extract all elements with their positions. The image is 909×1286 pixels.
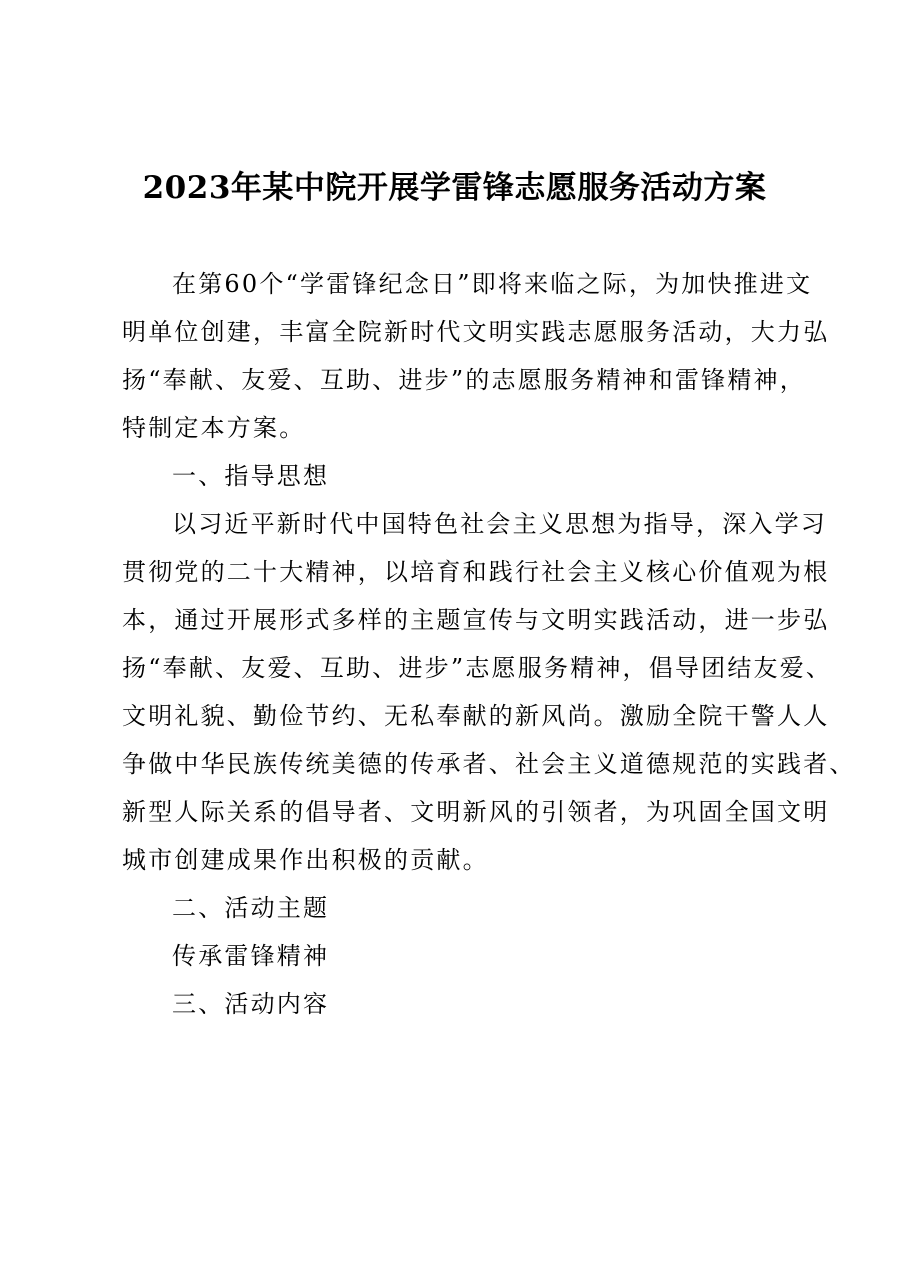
- section-heading: 二、活动主题: [172, 894, 330, 922]
- text-line: 传承雷锋精神: [172, 942, 330, 970]
- section-heading-guiding-thought: [122, 452, 822, 500]
- section-heading: 一、指导思想: [172, 462, 330, 490]
- text-line: 扬“奉献、友爱、互助、进步”的志愿服务精神和雷锋精神，: [122, 366, 806, 394]
- text-line: 在第60个“学雷锋纪念日”即将来临之际，为加快推进文: [172, 270, 813, 298]
- intro-paragraph: [122, 260, 830, 452]
- text-line: 新型人际关系的倡导者、文明新风的引领者，为巩固全国文明: [122, 798, 830, 826]
- section-heading-activity-theme: [122, 884, 822, 932]
- guiding-thought-paragraph: [122, 500, 856, 884]
- document-body: [122, 260, 856, 1028]
- text-line: 特制定本方案。: [122, 414, 306, 442]
- text-line: 贯彻党的二十大精神，以培育和践行社会主义核心价值观为根: [122, 558, 830, 586]
- text-line: 以习近平新时代中国特色社会主义思想为指导，深入学习: [172, 510, 827, 538]
- text-line: 明单位创建，丰富全院新时代文明实践志愿服务活动，大力弘: [122, 318, 830, 346]
- activity-theme-paragraph: [122, 932, 822, 980]
- section-heading-activity-content: [122, 980, 822, 1028]
- text-line: 争做中华民族传统美德的传承者、社会主义道德规范的实践者、: [122, 750, 856, 778]
- text-line: 城市创建成果作出积极的贡献。: [122, 846, 489, 874]
- document-title: 2023年某中院开展学雷锋志愿服务活动方案: [142, 170, 767, 206]
- text-line: 扬“奉献、友爱、互助、进步”志愿服务精神，倡导团结友爱、: [122, 654, 833, 682]
- text-line: 文明礼貌、勤俭节约、无私奉献的新风尚。激励全院干警人人: [122, 702, 830, 730]
- text-line: 本，通过开展形式多样的主题宣传与文明实践活动，进一步弘: [122, 606, 830, 634]
- section-heading: 三、活动内容: [172, 990, 330, 1018]
